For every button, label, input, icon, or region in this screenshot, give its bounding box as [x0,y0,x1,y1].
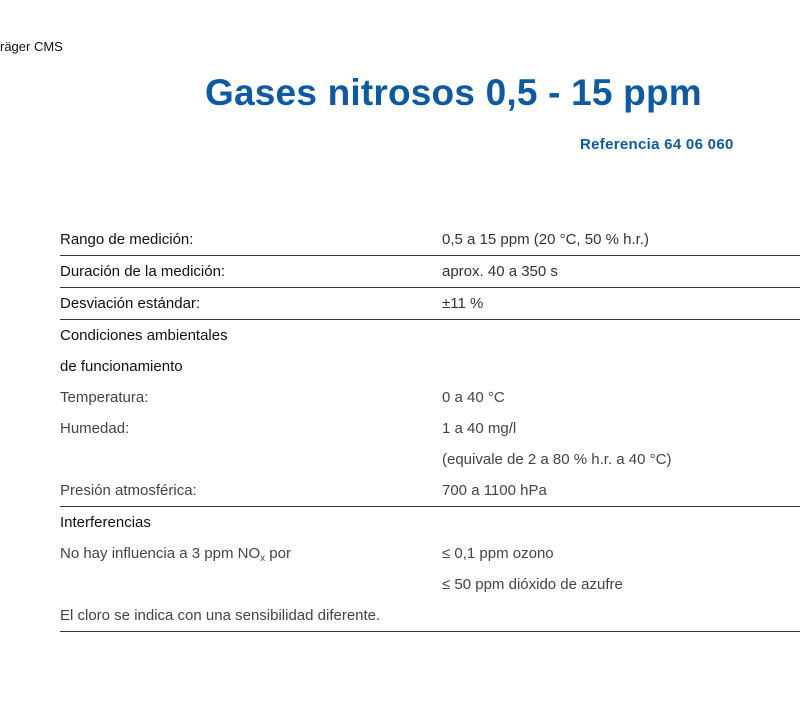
conditions-label-line-2: de funcionamiento [60,358,183,375]
spec-row-pressure [60,475,800,507]
spec-row-range [60,224,800,256]
pressure-label: Presión atmosférica: [60,482,197,499]
chlorine-note: El cloro se indica con una sensibilidad diferente. [60,607,381,624]
page-title: Gases nitrosos 0,5 - 15 ppm [205,72,702,113]
interference-value-sulfur: ≤ 50 ppm dióxido de azufre [442,576,623,593]
reference-number: Referencia 64 06 060 [580,136,734,153]
spec-row-interference-heading [60,507,800,538]
humidity-label: Humedad: [60,420,130,437]
spec-row-conditions-1 [60,320,800,351]
range-label: Rango de medición: [60,231,194,248]
spec-table [60,224,800,632]
spec-row-humidity-note [60,444,800,475]
interference-label: Interferencias [60,514,151,531]
temperature-value: 0 a 40 °C [442,389,505,406]
spec-row-conditions-2 [60,351,800,382]
spec-row-duration [60,256,800,288]
duration-label: Duración de la medición: [60,263,226,280]
spec-row-interference-1 [60,538,800,569]
duration-value: aprox. 40 a 350 s [442,263,558,280]
humidity-note: (equivale de 2 a 80 % h.r. a 40 °C) [442,451,672,468]
humidity-value: 1 a 40 mg/l [442,420,517,437]
spec-row-temperature [60,382,800,413]
spec-row-interference-2 [60,569,800,600]
deviation-value: ±11 % [442,295,484,312]
interference-text-suffix: por [265,545,291,562]
interference-text-prefix: No hay influencia a 3 ppm NO [60,545,261,562]
deviation-label: Desviación estándar: [60,295,201,312]
brand-header: räger CMS [0,39,63,54]
interference-value-ozone: ≤ 0,1 ppm ozono [442,545,554,562]
interference-text [60,538,291,569]
spec-row-humidity [60,413,800,444]
pressure-value: 700 a 1100 hPa [442,482,547,499]
interference-text-subscript: x [260,553,266,564]
spec-row-deviation [60,288,800,320]
temperature-label: Temperatura: [60,389,149,406]
conditions-label-line-1: Condiciones ambientales [60,327,228,344]
spec-row-chlorine [60,600,800,632]
range-value: 0,5 a 15 ppm (20 °C, 50 % h.r.) [442,231,649,248]
